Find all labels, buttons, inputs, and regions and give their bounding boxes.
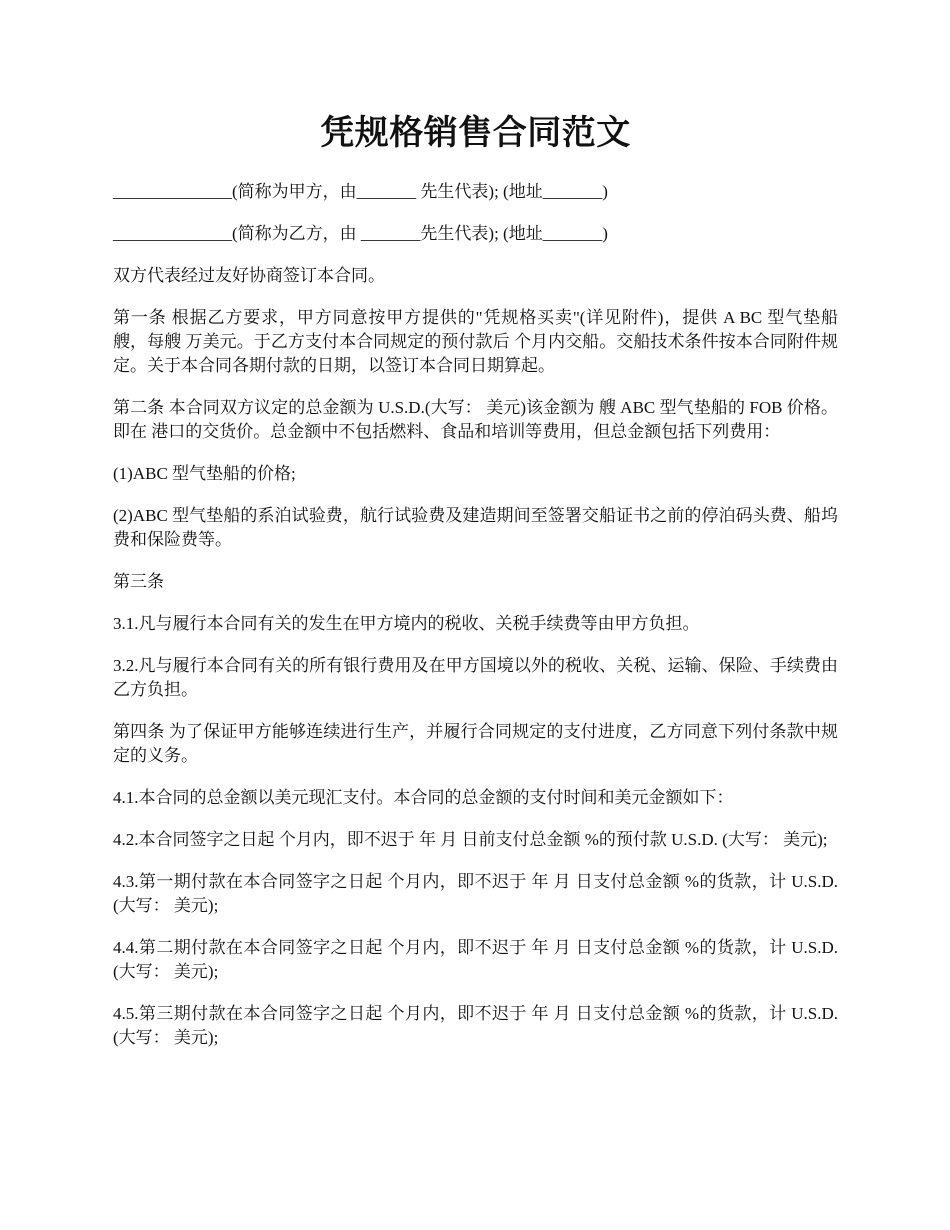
clause-4-1: 4.1.本合同的总金额以美元现汇支付。本合同的总金额的支付时间和美元金额如下： <box>113 788 734 807</box>
article-2-item-1: (1)ABC 型气垫船的价格; <box>113 464 296 483</box>
document-title: 凭规格销售合同范文 <box>320 115 631 152</box>
document-body <box>113 108 838 1068</box>
article-2-paragraph: 第二条 本合同双方议定的总金额为 U.S.D.(大写： 美元)该金额为 艘 ABC 型气垫船的 FOB 价格。即在 港口的交货价。总金额中不包括燃料、食品和培训等费用，但总金额包括下列费用： <box>113 398 838 441</box>
party-a-line: ______________(简称为甲方，由_______ 先生代表); (地址_______) <box>113 182 608 201</box>
article-2-item-2: (2)ABC 型气垫船的系泊试验费，航行试验费及建造期间至签署交船证书之前的停泊码头费、船坞费和保险费等。 <box>113 506 838 549</box>
preamble-paragraph: 双方代表经过友好协商签订本合同。 <box>113 266 385 285</box>
clause-3-1: 3.1.凡与履行本合同有关的发生在甲方境内的税收、关税手续费等由甲方负担。 <box>113 614 700 633</box>
clause-4-3: 4.3.第一期付款在本合同签字之日起 个月内，即不迟于 年 月 日支付总金额 %的货款，计 U.S.D. (大写： 美元); <box>113 872 838 915</box>
clause-4-2: 4.2.本合同签字之日起 个月内，即不迟于 年 月 日前支付总金额 %的预付款 U.S.D. (大写： 美元); <box>113 830 828 849</box>
article-3-heading: 第三条 <box>113 572 164 591</box>
clause-4-4: 4.4.第二期付款在本合同签字之日起 个月内，即不迟于 年 月 日支付总金额 %的货款，计 U.S.D. (大写： 美元); <box>113 938 838 981</box>
article-4-paragraph: 第四条 为了保证甲方能够连续进行生产，并履行合同规定的支付进度，乙方同意下列付条款中规定的义务。 <box>113 722 838 765</box>
article-1-paragraph: 第一条 根据乙方要求，甲方同意按甲方提供的"凭规格买卖"(详见附件)，提供 A BC 型气垫船 艘，每艘 万美元。于乙方支付本合同规定的预付款后 个月内交船。交船技术条件按本合同附件规定。关于本合同各期付款的日期，以签订本合同日期算起。 <box>113 308 838 375</box>
party-b-line: ______________(简称为乙方，由 _______先生代表); (地址_______) <box>113 224 608 243</box>
clause-3-2: 3.2.凡与履行本合同有关的所有银行费用及在甲方国境以外的税收、关税、运输、保险、手续费由乙方负担。 <box>113 656 838 699</box>
clause-4-5: 4.5.第三期付款在本合同签字之日起 个月内，即不迟于 年 月 日支付总金额 %的货款，计 U.S.D. (大写： 美元); <box>113 1004 838 1047</box>
